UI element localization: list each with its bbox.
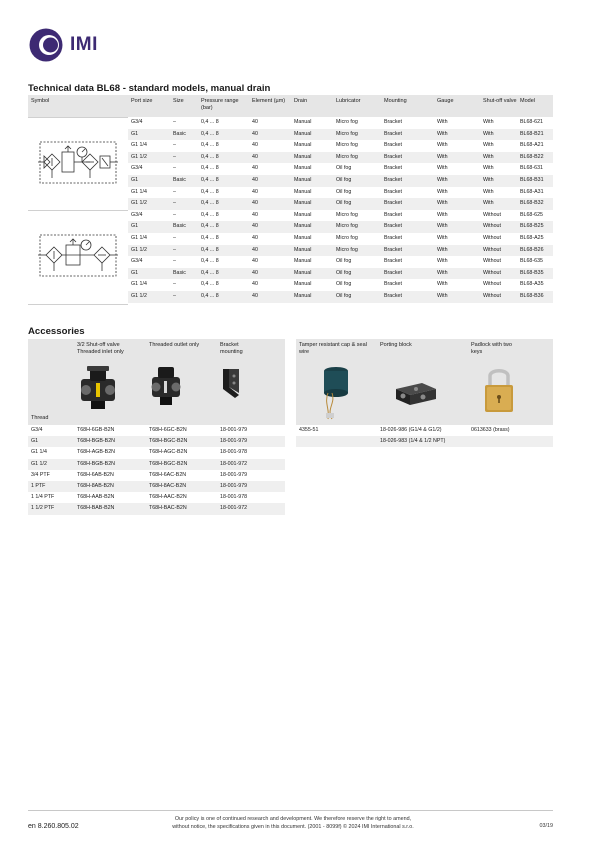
table-cell: 3/4 PTF (31, 471, 50, 478)
table-cell: – (170, 256, 198, 268)
table-cell: G3/4 (128, 210, 170, 222)
table-cell: Without (480, 268, 517, 280)
table-cell: Bracket (381, 175, 434, 187)
table-cell: G1 1/2 (128, 245, 170, 257)
table-cell: Micro fog (333, 233, 381, 245)
table-cell: G1 1/2 (31, 460, 47, 467)
table-cell: Without (480, 291, 517, 303)
table-cell: – (170, 187, 198, 199)
table-cell: – (170, 140, 198, 152)
logo-text: IMI (70, 34, 98, 55)
table-cell: 40 (249, 129, 291, 141)
table-cell: – (170, 117, 198, 129)
table-cell: 40 (249, 210, 291, 222)
table-cell (296, 436, 377, 447)
tech-header-cell: Symbol (31, 98, 50, 104)
table-cell: 18-001-979 (220, 427, 248, 433)
table-cell: Manual (291, 268, 333, 280)
table-cell: With (480, 198, 517, 210)
table-cell: 18-001-979 (220, 438, 248, 445)
table-cell: – (170, 198, 198, 210)
table-cell: BL68-625 (517, 210, 553, 222)
table-cell: G1 1/2 (128, 152, 170, 164)
technical-table-body (28, 117, 553, 303)
table-cell: Bracket (381, 187, 434, 199)
tech-header-cell: Lubricator (336, 98, 361, 104)
accessories-right-rows (296, 425, 553, 447)
table-cell: Micro fog (333, 221, 381, 233)
table-cell: – (170, 245, 198, 257)
table-cell: Bracket (381, 152, 434, 164)
table-cell: Bracket (381, 245, 434, 257)
table-cell: T68H-AAB-B2N (77, 494, 115, 501)
table-cell: G1 (128, 175, 170, 187)
table-cell: T68H-8AB-B2N (77, 482, 114, 489)
table-cell: 40 (249, 175, 291, 187)
table-cell: 40 (249, 163, 291, 175)
table-cell: T68H-AGB-B2N (77, 449, 115, 456)
table-cell: BL68-B21 (517, 129, 553, 141)
table-cell: With (480, 129, 517, 141)
padlock-image-icon (482, 365, 516, 415)
table-row (28, 481, 285, 492)
table-cell: BL68-B32 (517, 198, 553, 210)
table-cell: G1 (128, 221, 170, 233)
table-row (28, 436, 285, 447)
table-cell: BL68-A31 (517, 187, 553, 199)
porting-block-image-icon (392, 379, 440, 407)
table-cell: 18-001-979 (220, 471, 248, 478)
table-cell: 0,4 ... 8 (198, 129, 249, 141)
technical-table-header (28, 95, 553, 117)
table-cell: Without (480, 245, 517, 257)
table-cell: 4355-51 (299, 427, 319, 433)
table-cell: Basic (170, 268, 198, 280)
table-cell: Micro fog (333, 129, 381, 141)
tech-header-cell: Drain (294, 98, 308, 104)
table-cell: Basic (170, 129, 198, 141)
table-cell: G1 (128, 129, 170, 141)
outlet-valve-image-icon (148, 365, 184, 407)
table-cell: Basic (170, 221, 198, 233)
table-row (28, 459, 285, 470)
frl-symbol-without-shutoff-icon (38, 233, 118, 278)
policy-text (128, 815, 458, 831)
accessories-title: Accessories (28, 326, 85, 337)
table-row (28, 503, 285, 514)
table-cell: T68H-BGB-B2N (77, 438, 115, 445)
table-cell: Bracket (381, 291, 434, 303)
table-cell: Oil fog (333, 175, 381, 187)
table-cell: 1 1/2 PTF (31, 505, 55, 512)
table-cell: – (170, 279, 198, 291)
accessories-right-header (296, 339, 553, 425)
table-cell: 40 (249, 291, 291, 303)
table-cell: Manual (291, 256, 333, 268)
table-row (28, 492, 285, 503)
table-cell: Manual (291, 140, 333, 152)
table-cell: T68H-AGC-B2N (149, 449, 188, 456)
table-cell: BL68-A35 (517, 279, 553, 291)
table-cell: Without (480, 210, 517, 222)
table-cell: With (480, 175, 517, 187)
table-cell: G1 1/2 (128, 198, 170, 210)
table-cell: 0,4 ... 8 (198, 221, 249, 233)
table-cell: G3/4 (31, 427, 43, 433)
table-cell: Micro fog (333, 117, 381, 129)
table-cell: 1 PTF (31, 482, 46, 489)
bracket-image-icon (219, 367, 243, 399)
header-porting-block: Porting block (380, 342, 412, 348)
accessories-left-header (28, 339, 285, 425)
table-cell: T68H-BAC-B2N (149, 505, 187, 512)
table-cell: BL68-631 (517, 163, 553, 175)
table-cell: Bracket (381, 210, 434, 222)
table-cell: Oil fog (333, 279, 381, 291)
technical-data-title: Technical data BL68 - standard models, manual drain (28, 83, 271, 94)
table-cell: T68H-6GB-B2N (77, 427, 115, 433)
table-cell: 18-001-978 (220, 494, 248, 501)
table-cell: Manual (291, 291, 333, 303)
table-cell: Manual (291, 245, 333, 257)
table-cell: Manual (291, 163, 333, 175)
table-cell: BL68-B35 (517, 268, 553, 280)
table-cell: Manual (291, 129, 333, 141)
table-cell: Bracket (381, 163, 434, 175)
table-cell: With (480, 187, 517, 199)
table-cell: 40 (249, 152, 291, 164)
table-cell: Manual (291, 117, 333, 129)
table-cell: BL68-621 (517, 117, 553, 129)
table-cell: BL68-B26 (517, 245, 553, 257)
table-cell: Manual (291, 187, 333, 199)
imi-logo-mark-icon (28, 27, 64, 63)
table-cell: BL68-B36 (517, 291, 553, 303)
table-cell: Manual (291, 175, 333, 187)
policy-line-1: Our policy is one of continued research and development. We therefore reserve the right to amend, (174, 816, 412, 822)
table-cell: Basic (170, 175, 198, 187)
table-cell: With (434, 187, 480, 199)
table-cell: BL68-B25 (517, 221, 553, 233)
table-cell: G1 (31, 438, 39, 445)
table-cell: With (434, 221, 480, 233)
table-cell: BL68-B31 (517, 175, 553, 187)
table-cell: 40 (249, 117, 291, 129)
table-cell: With (434, 175, 480, 187)
table-cell: G1 1/4 (128, 233, 170, 245)
table-cell: Without (480, 221, 517, 233)
table-cell: 40 (249, 198, 291, 210)
table-cell: 0,4 ... 8 (198, 256, 249, 268)
table-cell: 0,4 ... 8 (198, 175, 249, 187)
page-number: 03/19 (539, 823, 553, 829)
table-cell: 18-026-986 (G1/4 & G1/2) (380, 427, 442, 433)
table-cell: G3/4 (128, 163, 170, 175)
table-cell: 0,4 ... 8 (198, 268, 249, 280)
table-cell: 18-026-983 (1/4 & 1/2 NPT) (380, 438, 446, 445)
table-cell: Manual (291, 198, 333, 210)
table-cell: T68H-BGB-B2N (77, 460, 115, 467)
table-cell: 0,4 ... 8 (198, 279, 249, 291)
table-cell: G1 1/4 (31, 449, 47, 456)
table-cell: G1 1/4 (128, 279, 170, 291)
table-cell: With (434, 245, 480, 257)
table-cell: 0,4 ... 8 (198, 152, 249, 164)
table-cell: Bracket (381, 268, 434, 280)
table-cell: Bracket (381, 279, 434, 291)
accessories-table-left (28, 339, 285, 515)
table-cell: Bracket (381, 140, 434, 152)
table-cell: With (434, 291, 480, 303)
footer-rule (28, 810, 553, 811)
table-cell: With (434, 210, 480, 222)
table-cell: G1 1/2 (128, 291, 170, 303)
table-cell: T68H-6AC-B2N (149, 471, 187, 478)
table-cell: With (434, 129, 480, 141)
table-cell: With (434, 268, 480, 280)
technical-data-table (28, 95, 553, 303)
table-cell: Oil fog (333, 256, 381, 268)
table-cell: Bracket (381, 117, 434, 129)
table-cell: 0,4 ... 8 (198, 140, 249, 152)
table-row (28, 470, 285, 481)
table-cell: 0,4 ... 8 (198, 245, 249, 257)
table-cell: G1 1/4 (128, 187, 170, 199)
table-cell: Oil fog (333, 268, 381, 280)
table-cell: T68H-BAB-B2N (77, 505, 115, 512)
table-cell: Bracket (381, 198, 434, 210)
shutoff-valve-image-icon (78, 365, 118, 411)
table-cell: – (170, 163, 198, 175)
tech-header-cell: Port size (131, 98, 153, 104)
table-cell: With (434, 233, 480, 245)
table-cell: Oil fog (333, 291, 381, 303)
table-cell: 0,4 ... 8 (198, 163, 249, 175)
table-cell: Micro fog (333, 210, 381, 222)
imi-logo (28, 27, 98, 63)
table-cell: With (434, 140, 480, 152)
table-cell: Manual (291, 233, 333, 245)
table-cell: 40 (249, 268, 291, 280)
table-cell: BL68-A25 (517, 233, 553, 245)
table-cell: 0,4 ... 8 (198, 187, 249, 199)
symbol-cell-with-shutoff (28, 117, 128, 211)
table-cell: BL68-635 (517, 256, 553, 268)
table-cell: Manual (291, 210, 333, 222)
table-cell: Bracket (381, 256, 434, 268)
header-shutoff-valve: 3/2 Shut-off valve Threaded inlet only (77, 342, 124, 355)
table-cell: 0,4 ... 8 (198, 198, 249, 210)
table-cell: Micro fog (333, 152, 381, 164)
tech-header-cell: Size (173, 98, 184, 104)
header-padlock: Padlock with two keys (471, 342, 512, 355)
table-cell: 40 (249, 245, 291, 257)
table-cell: T68H-8AC-B2N (149, 482, 187, 489)
table-cell (468, 436, 553, 447)
table-cell: Micro fog (333, 245, 381, 257)
tech-header-cell: Mounting (384, 98, 407, 104)
table-cell: With (480, 140, 517, 152)
tech-header-cell: Gauge (437, 98, 454, 104)
table-cell: 18-001-978 (220, 449, 248, 456)
table-cell: G1 (128, 268, 170, 280)
table-cell: With (434, 198, 480, 210)
table-cell: Bracket (381, 221, 434, 233)
table-cell: BL68-A21 (517, 140, 553, 152)
table-row (296, 436, 553, 447)
table-cell: With (480, 152, 517, 164)
accessories-left-rows (28, 425, 285, 515)
table-cell: G1 1/4 (128, 140, 170, 152)
table-row (28, 425, 285, 436)
tech-header-cell: Shut-off valve (483, 98, 517, 104)
table-cell: Without (480, 233, 517, 245)
table-cell: Oil fog (333, 187, 381, 199)
table-cell: 40 (249, 221, 291, 233)
table-cell: G3/4 (128, 256, 170, 268)
accessories-table-right (296, 339, 553, 447)
table-cell: 1 1/4 PTF (31, 494, 55, 501)
tech-header-cell: Element (µm) (252, 98, 286, 104)
table-cell: Bracket (381, 233, 434, 245)
symbol-cell-without-shutoff (28, 210, 128, 305)
table-cell: Bracket (381, 129, 434, 141)
table-cell: With (434, 117, 480, 129)
table-cell: 0,4 ... 8 (198, 210, 249, 222)
table-cell: Without (480, 256, 517, 268)
policy-line-2: without notice, the specifications given in this document. (2001 - 8099f) © 2024 IMI International s.r.o. (172, 824, 414, 830)
table-cell: With (480, 163, 517, 175)
document-code: en 8.260.805.02 (28, 823, 79, 830)
table-cell: With (480, 117, 517, 129)
table-cell: 18-001-972 (220, 460, 248, 467)
table-cell: 0,4 ... 8 (198, 233, 249, 245)
table-cell: Manual (291, 279, 333, 291)
table-cell: 40 (249, 140, 291, 152)
table-cell: Without (480, 279, 517, 291)
header-threaded-outlet: Threaded outlet only (149, 342, 200, 348)
table-cell: 0613633 (brass) (471, 427, 510, 433)
table-cell: T68H-BGC-B2N (149, 460, 188, 467)
tech-header-cell: Model (520, 98, 535, 104)
table-cell: Manual (291, 221, 333, 233)
table-cell: 40 (249, 233, 291, 245)
table-cell: Oil fog (333, 163, 381, 175)
tech-header-cell: Pressure range (bar) (201, 98, 239, 111)
table-cell: 40 (249, 187, 291, 199)
table-cell: Manual (291, 152, 333, 164)
table-cell: With (434, 279, 480, 291)
table-cell: – (170, 291, 198, 303)
table-cell: 40 (249, 256, 291, 268)
table-cell: – (170, 233, 198, 245)
thread-label: Thread (31, 414, 49, 421)
table-cell: With (434, 163, 480, 175)
table-cell: 0,4 ... 8 (198, 291, 249, 303)
header-bracket-mounting: Bracket mounting (220, 342, 243, 355)
table-cell: T68H-BGC-B2N (149, 438, 188, 445)
table-cell: Micro fog (333, 140, 381, 152)
table-cell: BL68-B22 (517, 152, 553, 164)
table-cell: 18-001-979 (220, 482, 248, 489)
table-cell: T68H-6AB-B2N (77, 471, 114, 478)
table-cell: – (170, 152, 198, 164)
tamper-cap-image-icon (314, 363, 358, 423)
table-cell: G3/4 (128, 117, 170, 129)
table-cell: T68H-AAC-B2N (149, 494, 187, 501)
table-cell: With (434, 152, 480, 164)
table-cell: With (434, 256, 480, 268)
table-row (296, 425, 553, 436)
table-cell: Oil fog (333, 198, 381, 210)
table-cell: – (170, 210, 198, 222)
table-cell: 0,4 ... 8 (198, 117, 249, 129)
table-cell: T68H-6GC-B2N (149, 427, 187, 433)
table-cell: 18-001-972 (220, 505, 248, 512)
frl-symbol-with-shutoff-icon (38, 140, 118, 185)
table-row (28, 447, 285, 458)
table-cell: 40 (249, 279, 291, 291)
header-tamper-cap: Tamper resistant cap & seal wire (299, 342, 367, 355)
